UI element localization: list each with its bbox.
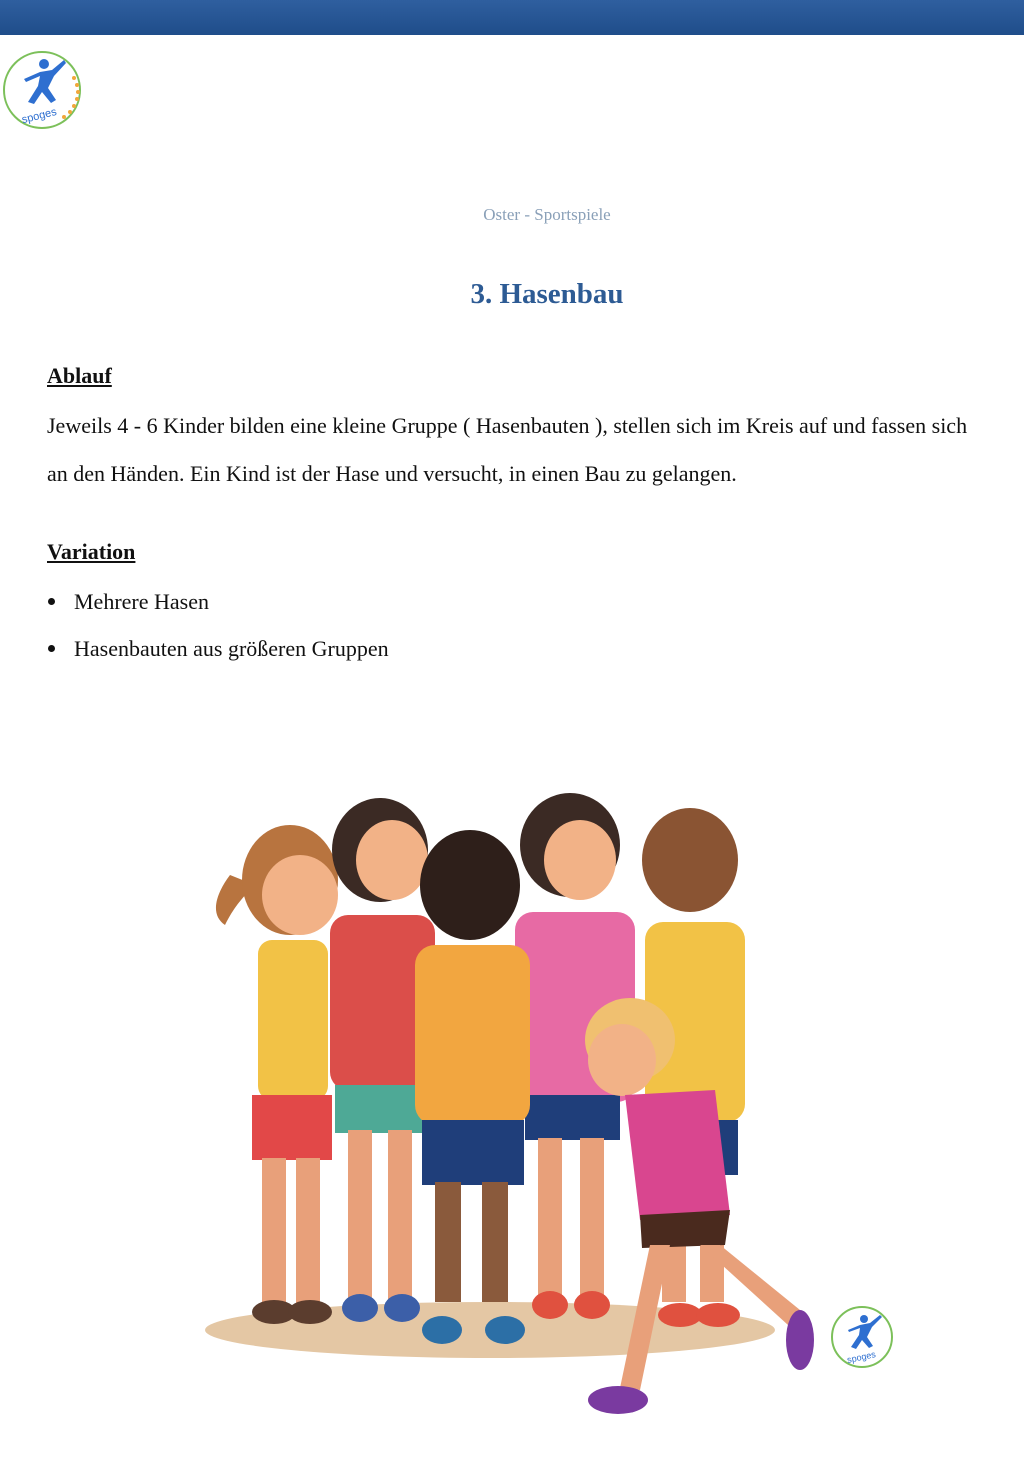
children-circle-illustration: [170, 700, 930, 1470]
list-item: Mehrere Hasen: [47, 578, 389, 625]
page-title: 3. Hasenbau: [470, 278, 624, 310]
spoges-watermark-icon: [832, 1307, 892, 1367]
svg-text:spoges: spoges: [846, 1349, 877, 1365]
variation-heading: Variation: [47, 539, 136, 564]
spoges-logo: [0, 48, 84, 132]
child-figure: [415, 830, 530, 1344]
variation-list: [47, 578, 389, 672]
child-figure: [216, 825, 338, 1324]
svg-text:spoges: spoges: [20, 105, 58, 127]
list-item: Hasenbauten aus größeren Gruppen: [47, 625, 389, 672]
document-subtitle: Oster - Sportspiele: [483, 205, 611, 224]
ablauf-heading: Ablauf: [47, 363, 112, 388]
ablauf-text: Jeweils 4 - 6 Kinder bilden eine kleine Gruppe ( Hasenbauten ), stellen sich im Kreis auf und fassen sich an den Händen. Ein Kind ist der Hase und versucht, in einen Bau zu gelangen.: [47, 413, 968, 486]
top-bar: [0, 0, 1024, 35]
